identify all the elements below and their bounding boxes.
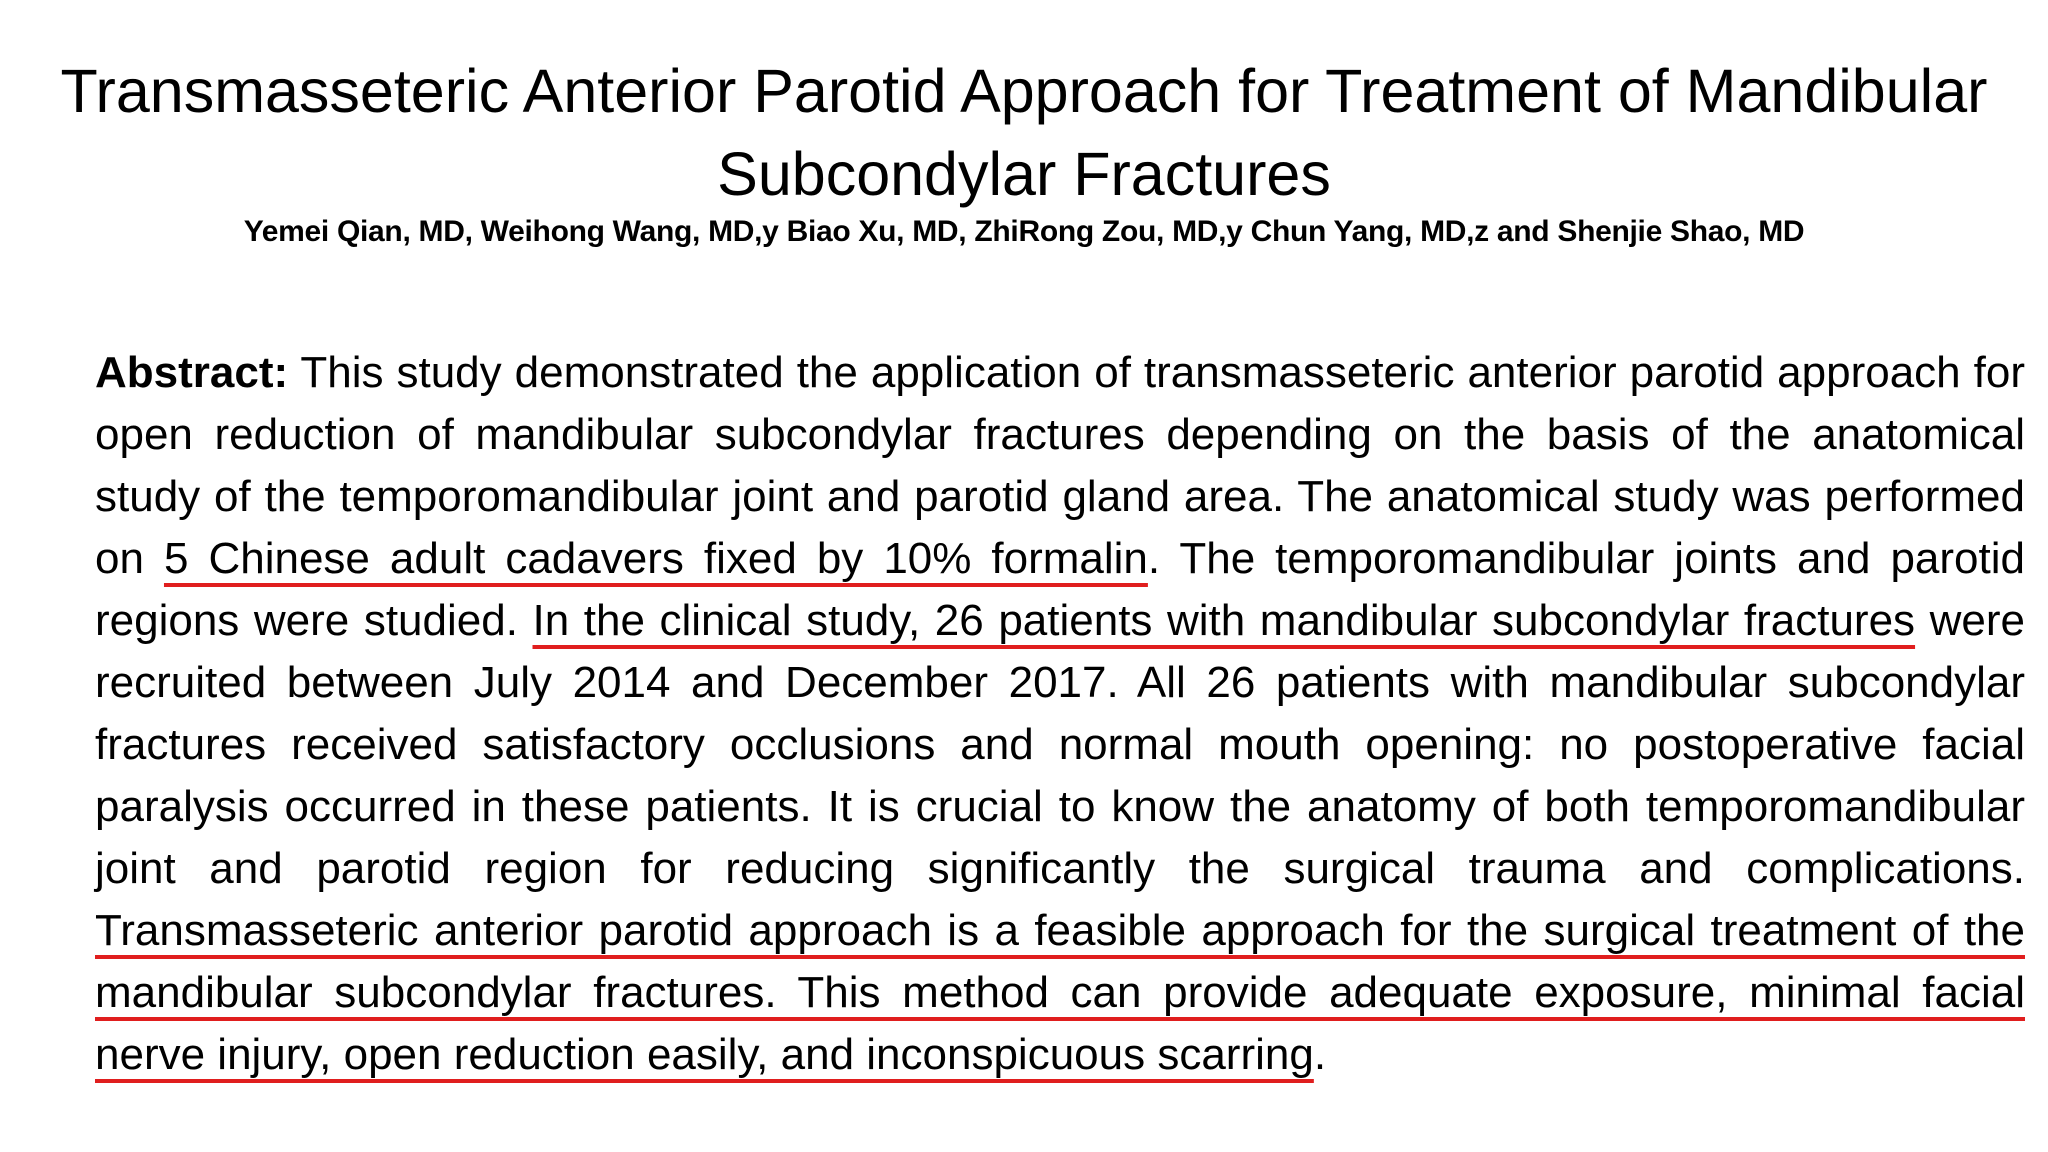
abstract-text: . — [1313, 1030, 1327, 1079]
abstract-text: . The temporomandibular joints and parotid regions were studied. — [95, 534, 2025, 645]
highlighted-text-clinical-study: In the clinical study, 26 patients with mandibular subcondylar fractures — [532, 596, 1916, 645]
paper-title: Transmasseteric Anterior Parotid Approach for Treatment of Mandibular Subcondylar Fractures — [60, 57, 1988, 208]
author-list: Yemei Qian, MD, Weihong Wang, MD,y Biao Xu, MD, ZhiRong Zou, MD,y Chun Yang, MD,z and Shenjie Shao, MD — [243, 215, 1805, 248]
abstract-text: This study demonstrated the application of transmasseteric anterior parotid approach for open reduction of mandibular subcondylar fractures depending on the basis of the anatomical study of the temporomandibular joint and parotid gland area. The anatomical study was performed on — [95, 348, 2025, 583]
abstract-label: Abstract: — [95, 348, 289, 397]
abstract-paragraph — [95, 342, 2025, 1086]
highlighted-text-conclusion: Transmasseteric anterior parotid approach is a feasible approach for the surgical treatment of the mandibular subcondylar fractures. This method can provide adequate exposure, minimal facial nerve injury, open reduction easily, and inconspicuous scarring — [95, 906, 2025, 1079]
highlighted-text-cadavers: 5 Chinese adult cadavers fixed by 10% formalin — [163, 534, 1148, 583]
abstract-text: were recruited between July 2014 and December 2017. All 26 patients with mandibular subcondylar fractures received satisfactory occlusions and normal mouth opening: no postoperative facial paralysis occurred in these patients. It is crucial to know the anatomy of both temporomandibular joint and parotid region for reducing significantly the surgical trauma and complications. — [95, 596, 2026, 893]
